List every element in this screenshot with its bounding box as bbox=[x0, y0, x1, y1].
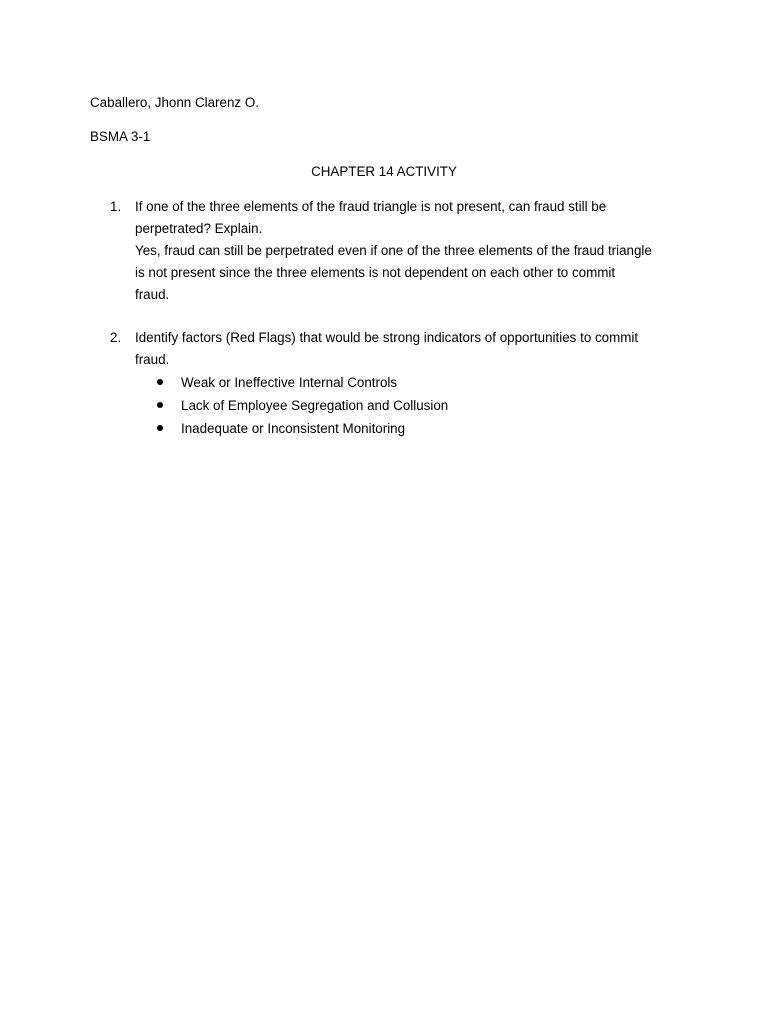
question-1 bbox=[135, 196, 695, 306]
answer-1-line: fraud. bbox=[135, 287, 170, 302]
question-2 bbox=[135, 327, 695, 371]
question-1-line: If one of the three elements of the fraud triangle is not present, can fraud still be bbox=[135, 199, 607, 214]
question-number: 1. bbox=[110, 199, 122, 214]
bullet-icon bbox=[157, 425, 163, 431]
student-name: Caballero, Jhonn Clarenz O. bbox=[90, 95, 259, 110]
bullet-icon bbox=[157, 379, 163, 385]
question-number: 2. bbox=[110, 330, 122, 345]
bullet-icon bbox=[157, 402, 163, 408]
list-item bbox=[157, 394, 448, 417]
list-item bbox=[157, 371, 448, 394]
list-item bbox=[157, 417, 448, 440]
document-title: CHAPTER 14 ACTIVITY bbox=[311, 164, 457, 179]
red-flags-list bbox=[157, 371, 448, 440]
list-item-text: Lack of Employee Segregation and Collusion bbox=[181, 398, 449, 413]
answer-1-line: Yes, fraud can still be perpetrated even if one of the three elements of the fraud triangle bbox=[135, 243, 652, 258]
answer-1-line: is not present since the three elements is not dependent on each other to commit bbox=[135, 265, 616, 280]
question-2-line: fraud. bbox=[135, 352, 170, 367]
list-item-text: Weak or Ineffective Internal Controls bbox=[181, 375, 398, 390]
class-section: BSMA 3-1 bbox=[90, 129, 151, 144]
question-1-line: perpetrated? Explain. bbox=[135, 221, 263, 236]
question-2-line: Identify factors (Red Flags) that would be strong indicators of opportunities to commit bbox=[135, 330, 639, 345]
list-item-text: Inadequate or Inconsistent Monitoring bbox=[181, 421, 406, 436]
